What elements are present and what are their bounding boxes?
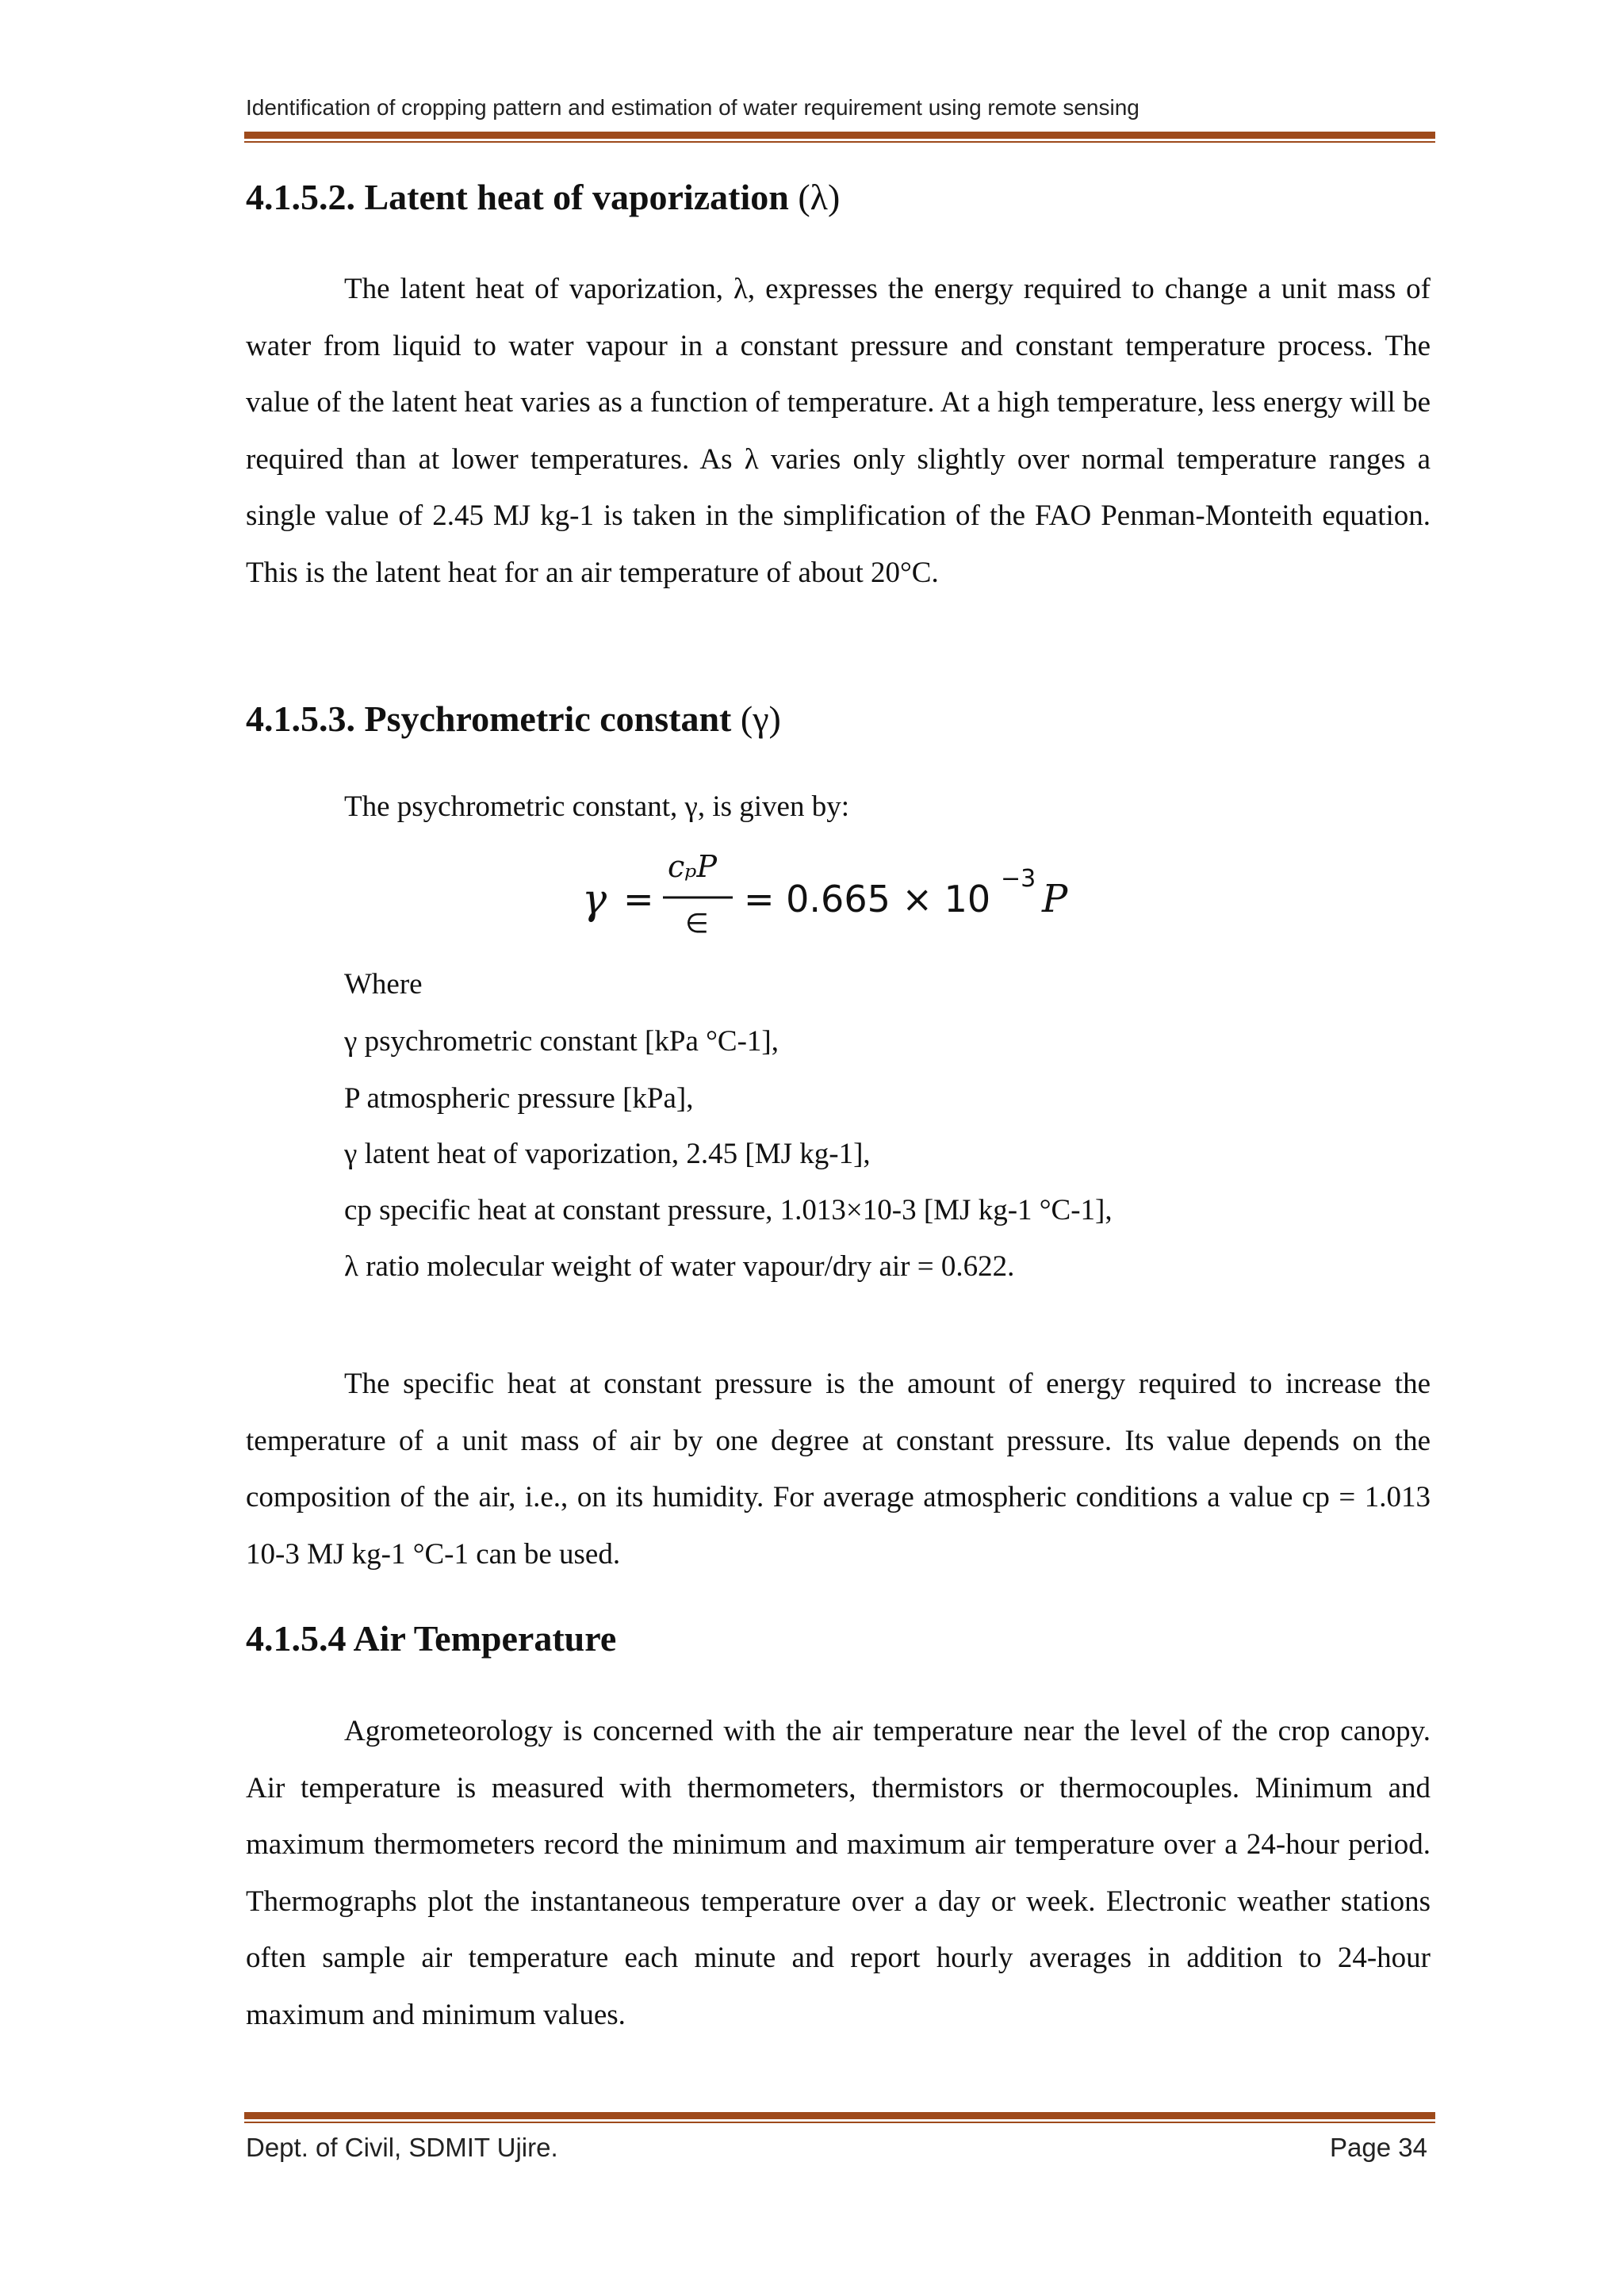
where-label: Where <box>344 968 423 1001</box>
page-number: Page 34 <box>1330 2133 1427 2162</box>
definition-item: P atmospheric pressure [kPa], <box>344 1082 694 1115</box>
equation-numerator: cₚP <box>668 849 718 884</box>
equation-rhs-variable: P <box>1042 877 1068 921</box>
heading-symbol: (γ) <box>740 698 781 739</box>
equation-denominator: ∈ <box>685 908 709 939</box>
section-heading-psychrometric <box>246 698 781 740</box>
equation-lhs: γ <box>582 876 607 924</box>
equation-rhs: = 0.665 × 10 <box>744 878 991 920</box>
definition-item: γ latent heat of vaporization, 2.45 [MJ kg-1], <box>344 1138 871 1170</box>
running-header: Identification of cropping pattern and estimation of water requirement using remote sensing <box>246 95 1139 120</box>
heading-text: 4.1.5.2. Latent heat of vaporization <box>246 177 799 217</box>
section-heading-air-temperature: 4.1.5.4 Air Temperature <box>246 1618 617 1659</box>
footer-department: Dept. of Civil, SDMIT Ujire. <box>246 2133 558 2162</box>
footer-rule <box>244 2112 1435 2123</box>
header-rule <box>244 132 1435 143</box>
specific-heat-paragraph: The specific heat at constant pressure is the amount of energy required to increase the temperature of a unit mass of air by one degree at constant pressure. Its value depends on the composition of the air, i.e., on its humidity. For average atmospheric conditions a value cp = 1.013 10-3 MJ kg-1 °C-1 can be used. <box>246 1368 1431 1571</box>
air-temperature-paragraph: Agrometeorology is concerned with the air temperature near the level of the crop canopy. Air temperature is measured with thermometers, thermistors or thermocouples. Minimum and maximum thermometers record the minimum and maximum air temperature over a 24-hour period. Thermographs plot the instantaneous temperature over a day or week. Electronic weather stations often sample air temperature each minute and report hourly averages in addition to 24-hour maximum and minimum values. <box>246 1715 1431 2031</box>
psychrometric-intro: The psychrometric constant, γ, is given by: <box>344 790 849 823</box>
equation-exponent: −3 <box>1001 865 1036 893</box>
equation-equals: = <box>623 878 654 920</box>
definition-item: cp specific heat at constant pressure, 1.013×10-3 [MJ kg-1 °C-1], <box>344 1194 1113 1226</box>
latent-heat-paragraph: The latent heat of vaporization, λ, expresses the energy required to change a unit mass of water from liquid to water vapour in a constant pressure and constant temperature process. The value of the latent heat varies as a function of temperature. At a high temperature, less energy will be required than at lower temperatures. As λ varies only slightly over normal temperature ranges a single value of 2.45 MJ kg-1 is taken in the simplification of the FAO Penman-Monteith equation. This is the latent heat for an air temperature of about 20°C. <box>246 273 1431 589</box>
heading-symbol: (λ) <box>798 177 841 217</box>
section-heading-latent-heat <box>246 176 840 218</box>
psychrometric-equation <box>574 834 1082 945</box>
definition-item: γ psychrometric constant [kPa °C-1], <box>344 1025 779 1058</box>
heading-text: 4.1.5.3. Psychrometric constant <box>246 698 741 739</box>
definition-item: λ ratio molecular weight of water vapour/dry air = 0.622. <box>344 1250 1015 1283</box>
